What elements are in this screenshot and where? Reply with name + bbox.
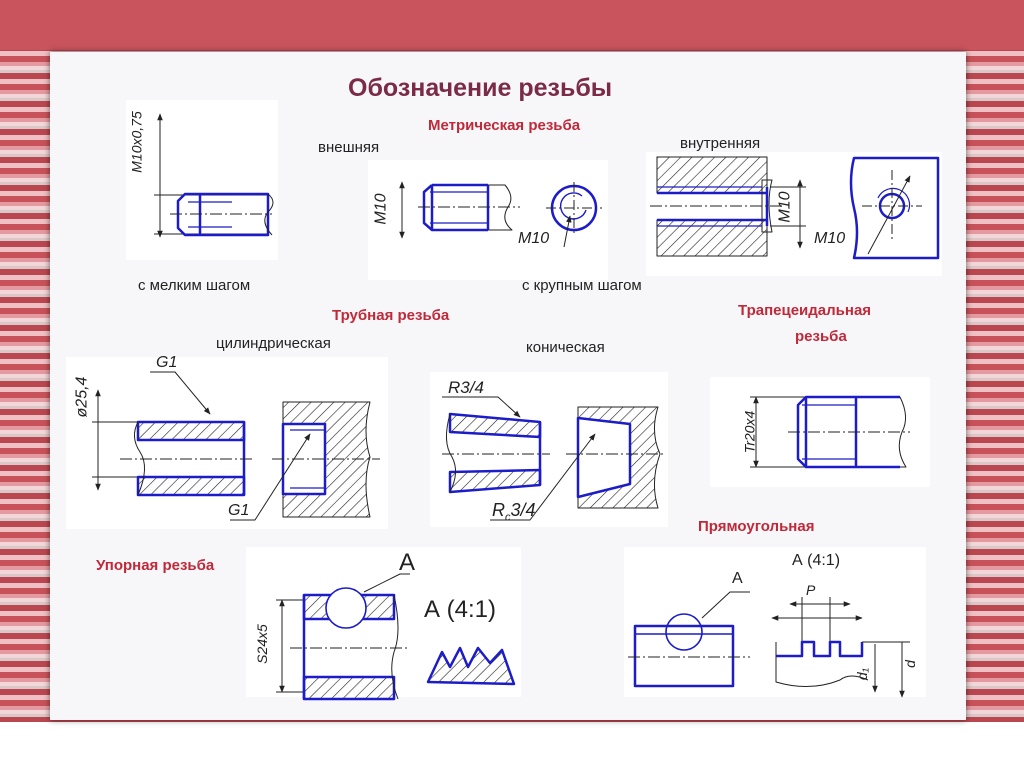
dim-m10-section: М10 xyxy=(518,230,550,247)
dim-tr20x4: Tr20х4 xyxy=(741,410,758,454)
label-fine-pitch: с мелким шагом xyxy=(138,277,251,294)
dim-a-buttress: А xyxy=(399,549,416,576)
dim-rc-letter: R xyxy=(492,500,505,520)
heading-trapezoidal-1: Трапецеидальная xyxy=(738,302,872,319)
heading-pipe: Трубная резьба xyxy=(332,307,450,324)
label-cylindrical: цилиндрическая xyxy=(216,335,331,352)
pipe-cylindrical-drawing xyxy=(92,372,380,520)
dim-s24x5: S24х5 xyxy=(253,624,270,664)
heading-metric: Метрическая резьба xyxy=(428,117,581,134)
dim-m10x075: М10х0,75 xyxy=(128,111,145,173)
dim-rc-sub: c xyxy=(505,511,511,524)
dim-a-rectangular: А xyxy=(732,570,743,587)
rectangular-drawing xyxy=(628,592,910,697)
dim-m10-internal-section: М10 xyxy=(814,230,846,247)
pipe-conical-drawing xyxy=(442,397,666,520)
slide-panel xyxy=(50,52,966,720)
thread-drawings xyxy=(50,52,966,720)
label-conical: коническая xyxy=(526,339,605,356)
dim-d1: d₁ xyxy=(854,667,871,681)
dim-m10-external: М10 xyxy=(372,193,390,225)
heading-buttress: Упорная резьба xyxy=(96,557,215,574)
page-title: Обозначение резьбы xyxy=(348,74,613,102)
dim-g1-top: G1 xyxy=(156,354,178,371)
label-internal: внутренняя xyxy=(680,135,761,152)
dim-p: P xyxy=(806,582,816,598)
dim-a41-rectangular: А (4:1) xyxy=(792,552,841,569)
heading-trapezoidal-2: резьба xyxy=(795,328,847,345)
dim-rc34 xyxy=(492,500,536,524)
dim-dia254: ø25,4 xyxy=(73,376,91,418)
dim-d: d xyxy=(901,660,918,668)
top-stripe xyxy=(0,0,1024,50)
external-m10-drawing xyxy=(402,182,602,247)
trapezoidal-drawing xyxy=(750,397,910,467)
buttress-drawing xyxy=(276,574,514,699)
dim-a41-buttress: А (4:1) xyxy=(424,596,497,623)
dim-rc-value: 3/4 xyxy=(510,500,536,520)
label-coarse-pitch: с крупным шагом xyxy=(522,277,642,294)
dim-m10-internal: М10 xyxy=(776,191,794,223)
dim-g1-bottom: G1 xyxy=(228,502,250,519)
fine-pitch-bolt-drawing xyxy=(154,114,273,237)
dim-r34: R3/4 xyxy=(448,378,484,397)
heading-rectangular: Прямоугольная xyxy=(698,518,815,535)
label-external: внешняя xyxy=(318,139,380,156)
bottom-margin xyxy=(0,722,1024,767)
